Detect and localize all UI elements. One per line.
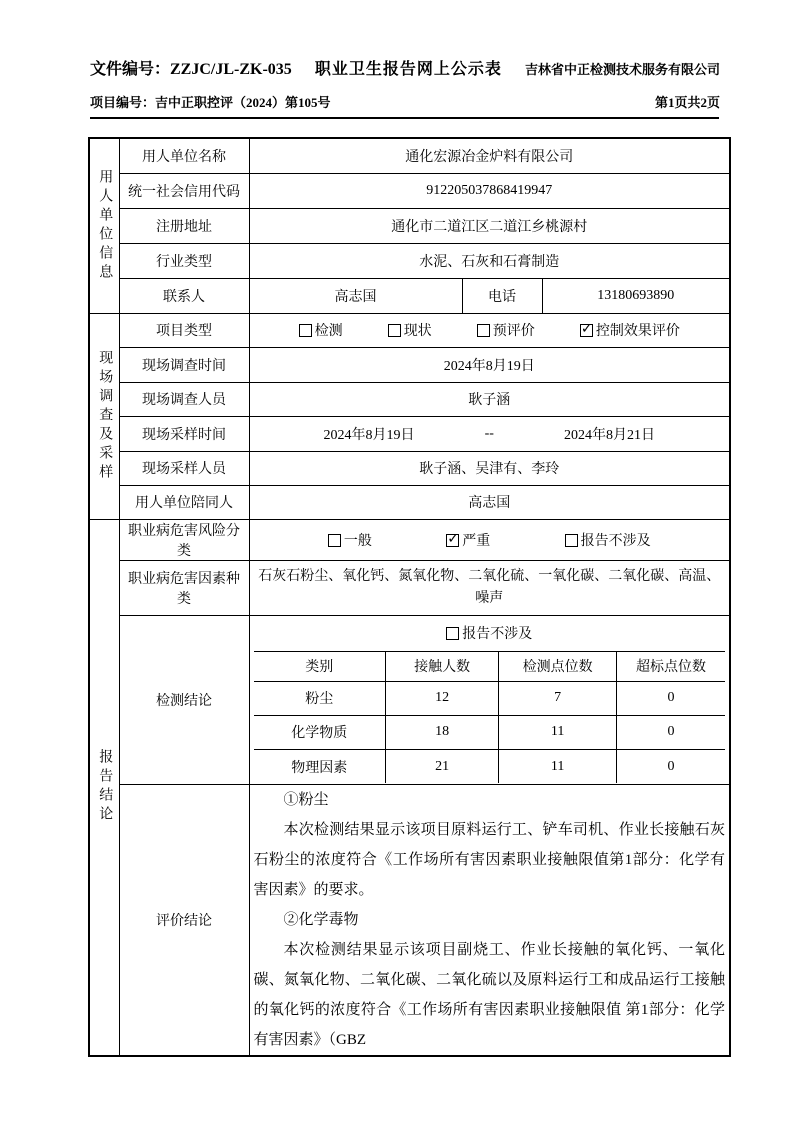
sampling-time-label: 现场采样时间: [119, 416, 249, 451]
checkbox-option-severe: ✓ 严重: [446, 530, 490, 550]
company-name: 吉林省中正检测技术服务有限公司: [524, 62, 720, 77]
header-line-1: [90, 56, 720, 79]
col-header-exposed: 接触人数: [386, 651, 499, 681]
employer-name-value: 通化宏源冶金炉料有限公司: [249, 138, 730, 173]
escort-label: 用人单位陪同人: [119, 485, 249, 519]
detection-conclusion-label: 检测结论: [119, 615, 249, 784]
sampling-date-separator: --: [484, 425, 494, 441]
detection-conclusion-cell: [249, 615, 730, 784]
file-number: 文件编号：ZZJC/JL-ZK-035: [90, 61, 292, 78]
checkbox-option-status-quo: 现状: [388, 320, 432, 340]
section-label-survey: 现场调查及采样: [89, 313, 119, 519]
checkbox-option-control-effect: ✓ 控制效果评价: [580, 320, 680, 340]
evaluation-conclusion-label: 评价结论: [119, 784, 249, 1056]
checkbox-icon: [580, 324, 593, 337]
table-row: 粉尘 12 7 0: [254, 681, 726, 715]
sampling-start-date: 2024年8月19日: [323, 427, 415, 443]
hazard-factors-label: 职业病危害因素种类: [119, 560, 249, 615]
detection-not-involved-option: 报告不涉及: [254, 616, 726, 651]
credit-code-value: 912205037868419947: [249, 173, 730, 208]
table-row: 化学物质 18 11 0: [254, 715, 726, 749]
contact-value: 高志国: [249, 278, 462, 313]
col-header-category: 类别: [254, 651, 386, 681]
checkbox-option-not-involved: 报告不涉及: [565, 530, 651, 550]
checkbox-option-general: 一般: [328, 530, 372, 550]
credit-code-label: 统一社会信用代码: [119, 173, 249, 208]
checkbox-icon: [328, 534, 341, 547]
section-label-employer: 用人单位信息: [89, 138, 119, 313]
evaluation-paragraph: 本次检测结果显示该项目副烧工、作业长接触的氧化钙、一氧化碳、氮氧化物、二氧化碳、二氧化硫以及原料运行工和成品运行工接触的氧化钙的浓度符合《工作场所有害因素职业接触限值 第1部分：化学有害因素》（GBZ: [253, 941, 726, 1048]
project-number: 项目编号：吉中正职控评（2024）第105号: [90, 95, 331, 110]
checkbox-icon: [477, 324, 490, 337]
project-type-label: 项目类型: [119, 313, 249, 347]
checkbox-icon: [565, 534, 578, 547]
evaluation-conclusion-text: [249, 784, 730, 1056]
phone-value: 13180693890: [542, 278, 730, 313]
page-number: 第1页共2页: [654, 95, 720, 110]
address-label: 注册地址: [119, 208, 249, 243]
survey-staff-label: 现场调查人员: [119, 382, 249, 416]
sampling-staff-value: 耿子涵、吴津有、李玲: [249, 451, 730, 485]
risk-class-label: 职业病危害风险分类: [119, 519, 249, 560]
sampling-end-date: 2024年8月21日: [563, 427, 655, 443]
survey-time-label: 现场调查时间: [119, 347, 249, 382]
hazard-factors-value: 石灰石粉尘、氧化钙、氮氧化物、二氧化硫、一氧化碳、二氧化碳、高温、噪声: [249, 560, 730, 615]
form-table: [88, 137, 731, 1057]
header-line-2: [90, 92, 720, 111]
col-header-exceeded: 超标点位数: [617, 651, 725, 681]
phone-label: 电话: [462, 278, 542, 313]
sampling-staff-label: 现场采样人员: [119, 451, 249, 485]
escort-value: 高志国: [249, 485, 730, 519]
page-title: 职业卫生报告网上公示表: [314, 61, 502, 78]
contact-label: 联系人: [119, 278, 249, 313]
project-type-options: [249, 313, 730, 347]
detection-stats-table: [254, 651, 726, 784]
risk-class-options: [249, 519, 730, 560]
checkbox-icon: [299, 324, 312, 337]
address-value: 通化市二道江区二道江乡桃源村: [249, 208, 730, 243]
table-row: 物理因素 21 11 0: [254, 749, 726, 783]
checkbox-icon: [388, 324, 401, 337]
survey-staff-value: 耿子涵: [249, 382, 730, 416]
industry-value: 水泥、石灰和石膏制造: [249, 243, 730, 278]
checkbox-icon: [446, 534, 459, 547]
industry-label: 行业类型: [119, 243, 249, 278]
employer-name-label: 用人单位名称: [119, 138, 249, 173]
evaluation-paragraph: ②化学毒物: [283, 911, 359, 928]
evaluation-paragraph: ①粉尘: [283, 791, 329, 808]
section-label-report: 报告结论: [89, 519, 119, 1056]
detection-table-header-row: [254, 651, 726, 681]
header-divider: [90, 117, 719, 119]
checkbox-option-detection: 检测: [299, 320, 343, 340]
sampling-time-value: [249, 416, 730, 451]
evaluation-paragraph: 本次检测结果显示该项目原料运行工、铲车司机、作业长接触石灰石粉尘的浓度符合《工作场所有害因素职业接触限值第1部分：化学有害因素》的要求。: [253, 821, 726, 898]
col-header-points: 检测点位数: [499, 651, 617, 681]
checkbox-option-pre-evaluation: 预评价: [477, 320, 535, 340]
checkbox-icon: [446, 627, 459, 640]
survey-time-value: 2024年8月19日: [249, 347, 730, 382]
